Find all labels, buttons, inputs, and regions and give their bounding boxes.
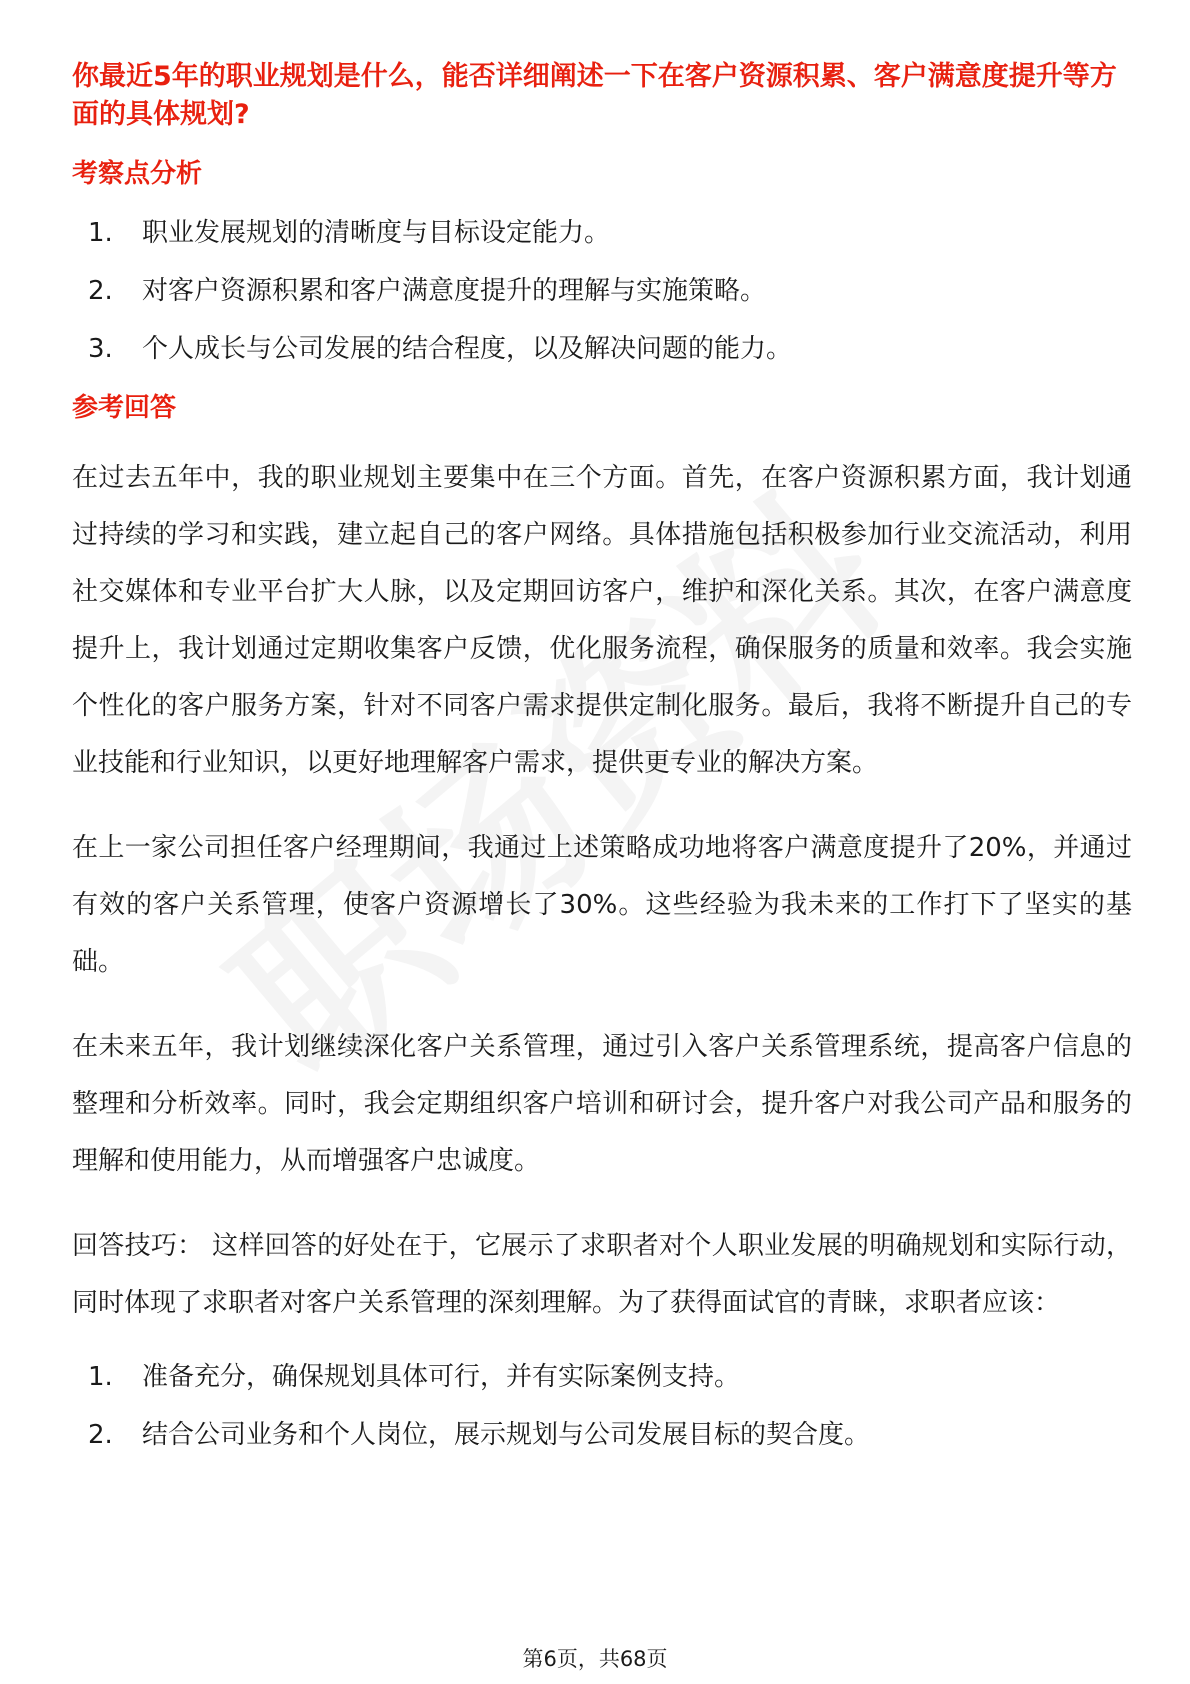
list-text: 个人成长与公司发展的结合程度，以及解决问题的能力。: [142, 334, 793, 364]
answer-paragraph: 在过去五年中，我的职业规划主要集中在三个方面。首先，在客户资源积累方面，我计划通过持续的学习和实践，建立起自己的客户网络。具体措施包括积极参加行业交流活动，利用社交媒体和专业平台扩大人脉，以及定期回访客户，维护和深化关系。其次，在客户满意度提升上，我计划通过定期收集客户反馈，优化服务流程，确保服务的质量和效率。我会实施个性化的客户服务方案，针对不同客户需求提供定制化服务。最后，我将不断提升自己的专业技能和行业知识，以更好地理解客户需求，提供更专业的解决方案。: [72, 463, 1132, 778]
tips-list: [72, 1360, 1132, 1452]
analysis-title: 考察点分析: [72, 159, 203, 189]
answer-tips-paragraph: 回答技巧： 这样回答的好处在于，它展示了求职者对个人职业发展的明确规划和实际行动，同时体现了求职者对客户关系管理的深刻理解。为了获得面试官的青睐，求职者应该：: [72, 1231, 1132, 1318]
list-item: [72, 332, 1132, 366]
list-number: 2.: [88, 276, 113, 306]
list-number: 1.: [88, 1362, 113, 1392]
analysis-list: [72, 216, 1132, 366]
list-item: [72, 1360, 1132, 1394]
question-heading: 你最近5年的职业规划是什么，能否详细阐述一下在客户资源积累、客户满意度提升等方面的具体规划?: [72, 61, 1117, 130]
list-text: 结合公司业务和个人岗位，展示规划与公司发展目标的契合度。: [142, 1420, 871, 1450]
list-text: 职业发展规划的清晰度与目标设定能力。: [142, 218, 611, 248]
list-text: 准备充分，确保规划具体可行，并有实际案例支持。: [142, 1362, 741, 1392]
list-item: [72, 274, 1132, 308]
answer-paragraph: 在未来五年，我计划继续深化客户关系管理，通过引入客户关系管理系统，提高客户信息的整理和分析效率。同时，我会定期组织客户培训和研讨会，提升客户对我公司产品和服务的理解和使用能力，从而增强客户忠诚度。: [72, 1032, 1132, 1176]
answer-title: 参考回答: [72, 393, 177, 423]
answer-paragraph: 在上一家公司担任客户经理期间，我通过上述策略成功地将客户满意度提升了20%，并通过有效的客户关系管理，使客户资源增长了30%。这些经验为我未来的工作打下了坚实的基础。: [72, 833, 1132, 977]
list-item: [72, 1418, 1132, 1452]
list-item: [72, 216, 1132, 250]
list-number: 2.: [88, 1420, 113, 1450]
document-page: [72, 58, 1132, 1476]
list-number: 1.: [88, 218, 113, 248]
list-text: 对客户资源积累和客户满意度提升的理解与实施策略。: [142, 276, 767, 306]
page-number-footer: 第6页，共68页: [522, 1647, 668, 1671]
list-number: 3.: [88, 334, 113, 364]
